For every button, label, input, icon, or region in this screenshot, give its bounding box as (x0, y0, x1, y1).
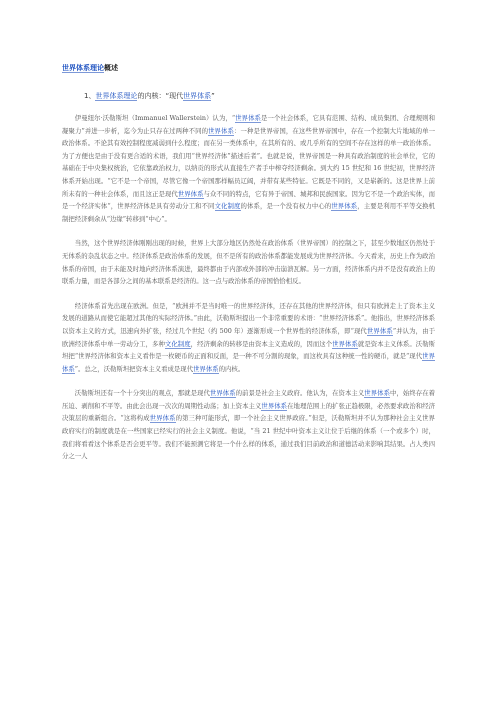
keyword-link[interactable]: 世界体系 (193, 364, 219, 373)
keyword-link[interactable]: 世界体系 (183, 92, 212, 100)
keyword-link[interactable]: 世界体系理论 (95, 92, 138, 100)
keyword-link[interactable]: 世界体系 (209, 389, 236, 398)
keyword-link[interactable]: 文化制度 (214, 202, 241, 211)
paragraph: 当然，这个世界经济体刚刚出现的时候，世界上大部分地区仍然处在政治体系（世界帝国）的控制之下，甚至少数地区仍然处于无体系的杂乱状态之中。经济体系是政治体系的发展，但不是所有的政治体系都能发展成为世界经济体。今天看来，历史上作为政治体系的帝国，由于未能及时地向经济体系演进，最终都由于内部或外部的冲击崩溃瓦解。另一方面，经济体系内并不是没有政治上的联系力量，而是各部分之间的基本联系是经济的。这一点与政治体系的帝国恰恰相反。 (62, 239, 435, 286)
document-title: 世界体系理论概述 (62, 64, 118, 72)
keyword-link[interactable]: 世界体系 (149, 414, 176, 423)
keyword-link[interactable]: 世界体系 (177, 189, 204, 198)
keyword-link[interactable]: 世界体系 (366, 326, 393, 335)
section-heading: 1、世界体系理论的内核：“现代世界体系” (84, 92, 215, 100)
paragraph: 沃勒斯坦还有一个十分突出的观点，那就是现代世界体系的前景是社会主义政府。他认为，在资本主义世界体系中，始终存在着压迫、剥削和不平等。由此会出现一次次的周期性动荡；加上资本主义世界体系在地理范围上的扩张正趋极限，必然要求政治和经济决策层的重新组合。“这将构成世界体系的第三种可能形式，即一个社会主义世界政府。”但是，沃勒斯坦并不认为那种社会主义世界政府实行的制度就是在一些国家已经实行的社会主义制度。他说，“当 21 世纪中叶资本主义让位于后继的体系（一个或多个）时，我们将看看这个体系是否会更平等。我们不能预测它将是一个什么样的体系，通过我们目前政治和道德活动来影响其结果。占人类四分之一人 (62, 389, 436, 461)
keyword-link[interactable]: 世界体系 (208, 126, 235, 135)
keyword-link[interactable]: 世界体系 (364, 389, 391, 398)
keyword-link[interactable]: 世界体系 (331, 202, 358, 211)
keyword-link[interactable]: 世界体系理论 (62, 64, 104, 72)
keyword-link[interactable]: 世界体系 (261, 401, 288, 410)
paragraph: 经济体系首先出现在欧洲。但是，“欧洲并不是当时唯一的世界经济体，还存在其他的世界经济体，但只有欧洲走上了资本主义发展的道路从而使它能超过其他的实际经济体。”由此，沃勒斯坦提出一个非常重要的术语：“世界经济体系”。他指出，世界经济体系以资本主义的方式，迅速向外扩张，经过几个世纪（约 500 年）逐渐形成一个世界性的经济体系，即“现代世界体系”并认为，由于欧洲经济体系中单一劳动分工，多种文化制度，经济剩余的转移是由资本主义造成的，因而这个世界体系就是资本主义体系。沃勒斯坦把“世界经济体和资本主义看作是一枚硬币的正面和反面，是一种不可分割的现象，而这枚具有这种统一性的硬币，就是“现代世界体系”。总之，沃勒斯坦把资本主义看成是现代世界体系的内核。 (62, 301, 436, 373)
document-body (62, 112, 435, 475)
keyword-link[interactable]: 世界体系 (332, 339, 358, 348)
keyword-link[interactable]: 世界体系 (62, 352, 435, 373)
keyword-link[interactable]: 文化制度 (164, 339, 191, 348)
keyword-link[interactable]: 世界体系 (235, 114, 261, 122)
paragraph: 伊曼纽尔·沃勒斯坦（Immanuel Wallerstein）认为，“世界体系是一个社会体系，它具有范围、结构、成员集团、合理规则和凝聚力”并进一步析，迄今为止只存在过两种不同的世界体系：一种是世界帝国，在这些世界帝国中，存在一个控制大片地域的单一政治体系。不论其有效控制程度减弱到什么程度；而在另一类体系中，在其所有的、或几乎所有的空间不存在这样的单一政治体系。为了方便也是由于没有更合适的术语，我们用“世界经济体”描述后者”。也就是说，世界帝国是一种具有政治制度的社会单位，它的基础在于中央集权统治，它依靠政治权力，以纳贡的形式从直接生产者手中榨夺经济剩余。到大约 15 世纪和 16 世纪初，世界经济体系开始出现。“它不是一个帝国，尽管它像一个帝国那样幅员辽阔，并带有某些特征。它既是不同的，又是崭新的。这是世界上前所未有的一种社会体系，而且这正是现代世界体系与众不同的特点，它有异于帝国、城邦和民族国家。因为它不是一个政治实体，而是一个经济实体“，世界经济体是具有劳动分工和不同文化制度的体系，是一个没有权力中心的世界体系，主要是利用不平等交换机制把经济剩余从“边缘”转移到“中心”。 (62, 114, 436, 223)
